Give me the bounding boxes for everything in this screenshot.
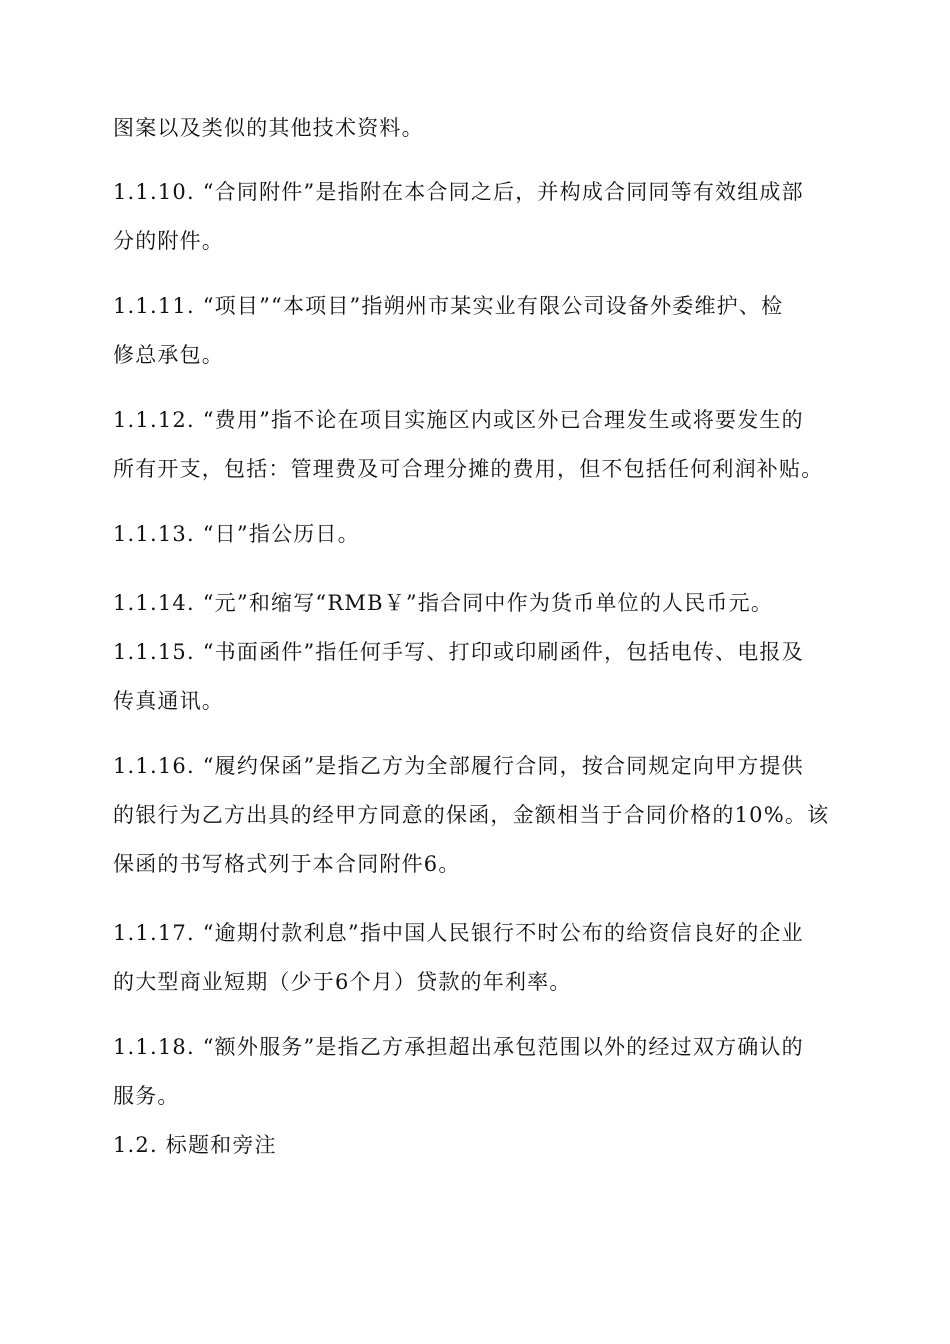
clause-1-1-16: 1.1.16. “履约保函”是指乙方为全部履行合同，按合同规定向甲方提供	[113, 754, 804, 778]
text-line: 分的附件。	[113, 229, 224, 253]
text-line: 图案以及类似的其他技术资料。	[113, 116, 424, 140]
clause-1-1-10: 1.1.10. “合同附件”是指附在本合同之后，并构成合同同等有效组成部	[113, 180, 804, 204]
clause-1-1-13: 1.1.13. “日”指公历日。	[113, 522, 360, 546]
clause-1-1-11: 1.1.11. “项目”“本项目”指朔州市某实业有限公司设备外委维护、检	[113, 294, 784, 318]
clause-1-1-17: 1.1.17. “逾期付款利息”指中国人民银行不时公布的给资信良好的企业	[113, 921, 804, 945]
text-line: 的大型商业短期（少于6个月）贷款的年利率。	[113, 970, 572, 994]
clause-1-1-18: 1.1.18. “额外服务”是指乙方承担超出承包范围以外的经过双方确认的	[113, 1035, 804, 1059]
text-line: 传真通讯。	[113, 689, 224, 713]
text-line: 所有开支，包括：管理费及可合理分摊的费用，但不包括任何利润补贴。	[113, 457, 824, 481]
text-line: 的银行为乙方出具的经甲方同意的保函，金额相当于合同价格的10%。该	[113, 803, 830, 827]
section-heading-1-2: 1.2. 标题和旁注	[113, 1133, 277, 1157]
clause-1-1-15: 1.1.15. “书面函件”指任何手写、打印或印刷函件，包括电传、电报及	[113, 640, 804, 664]
text-line: 修总承包。	[113, 343, 224, 367]
clause-1-1-14: 1.1.14. “元”和缩写“RMB￥”指合同中作为货币单位的人民币元。	[113, 591, 774, 615]
text-line: 服务。	[113, 1084, 180, 1108]
text-line: 保函的书写格式列于本合同附件6。	[113, 852, 461, 876]
clause-1-1-12: 1.1.12. “费用”指不论在项目实施区内或区外已合理发生或将要发生的	[113, 408, 804, 432]
